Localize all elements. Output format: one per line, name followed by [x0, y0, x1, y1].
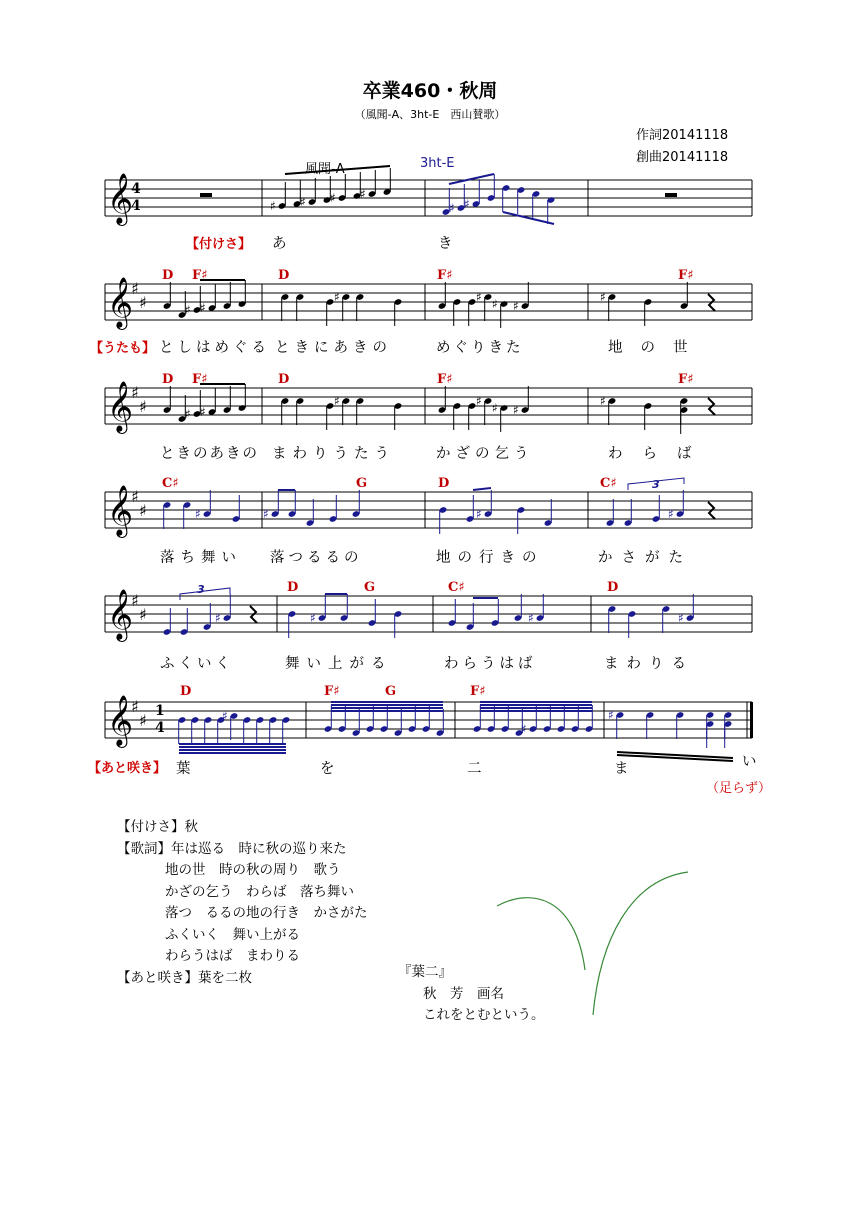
note-beam	[449, 174, 494, 184]
key-signature-sharp: ♯	[139, 397, 147, 416]
chord-symbol: F♯	[437, 268, 453, 283]
sharp-accidental: ♯	[678, 611, 684, 625]
time-signature-top: 4	[131, 181, 141, 197]
chord-symbol: F♯	[470, 684, 486, 699]
sharp-accidental: ♯	[185, 407, 191, 421]
chord-symbol: G	[356, 476, 368, 491]
note-beam	[503, 212, 554, 224]
chord-symbol: D	[607, 580, 619, 595]
time-signature-bottom: 4	[155, 720, 165, 736]
sharp-accidental: ♯	[668, 507, 674, 521]
sharp-accidental: ♯	[263, 507, 269, 521]
lyric-segment: 舞い上がる	[285, 656, 393, 672]
sharp-accidental: ♯	[334, 290, 340, 304]
chord-symbol: F♯	[192, 372, 208, 387]
time-signature-top: 1	[155, 703, 165, 719]
sharp-accidental: ♯	[513, 403, 519, 417]
lyrics-notes	[117, 817, 368, 989]
marker-fubun: 風聞-A	[305, 162, 345, 177]
page-title: 卒業460・秋周	[362, 80, 498, 102]
lyric-syllable: き	[438, 236, 454, 252]
sharp-accidental: ♯	[528, 611, 534, 625]
whole-rest	[200, 193, 212, 197]
lyric-syllable: あ	[272, 236, 288, 252]
treble-clef: 𝄞	[107, 695, 134, 746]
sharp-accidental: ♯	[195, 507, 201, 521]
sharp-accidental: ♯	[476, 290, 482, 304]
treble-clef: 𝄞	[107, 277, 134, 328]
key-signature-sharp: ♯	[139, 501, 147, 520]
chord-symbol: F♯	[324, 684, 340, 699]
section-label-utamo: 【うたも】	[90, 341, 156, 356]
sharp-accidental: ♯	[608, 708, 614, 722]
chord-symbol: D	[438, 476, 450, 491]
key-signature-sharp: ♯	[131, 591, 139, 610]
sharp-accidental: ♯	[464, 197, 470, 211]
treble-clef: 𝄞	[107, 485, 134, 536]
lyric-segment: かさがた	[598, 550, 692, 566]
treble-clef: 𝄞	[107, 589, 134, 640]
chord-symbol: F♯	[678, 268, 694, 283]
chord-symbol: D	[278, 268, 290, 283]
chord-symbol: C♯	[448, 580, 465, 595]
sharp-accidental: ♯	[200, 301, 206, 315]
lyric-segment: としはめぐる	[159, 340, 270, 356]
lyrics-credit: 作詞20141118	[636, 128, 729, 143]
sharp-accidental: ♯	[600, 394, 606, 408]
lyric-syllable: ま	[614, 761, 630, 777]
painting-caption	[398, 962, 545, 1027]
lyric-segment: 落ち舞い	[160, 550, 242, 566]
lyric-segment: まわりる	[604, 656, 694, 672]
chord-symbol: D	[278, 372, 290, 387]
notes-line: 【歌詞】年は巡る 時に秋の巡り来た	[117, 840, 347, 857]
key-signature-sharp: ♯	[139, 711, 147, 730]
sharp-accidental: ♯	[492, 297, 498, 311]
time-signature-bottom: 4	[131, 198, 141, 214]
painting-line: これをとむという。	[423, 1007, 545, 1023]
treble-clef: 𝄞	[107, 381, 134, 432]
lyric-syllable: い	[742, 754, 758, 770]
sharp-accidental: ♯	[200, 405, 206, 419]
lyric-syllable: 葉	[176, 761, 192, 777]
sharp-accidental: ♯	[492, 401, 498, 415]
sharp-accidental: ♯	[334, 394, 340, 408]
lyric-segment: わらうはば	[444, 656, 537, 672]
note-beam	[473, 488, 491, 490]
sharp-accidental: ♯	[270, 199, 276, 213]
lyric-segment: ときにあきの	[275, 340, 392, 356]
sharp-accidental: ♯	[449, 201, 455, 215]
leaf-stroke	[593, 872, 688, 1015]
tuplet-bracket	[180, 588, 230, 600]
sharp-accidental: ♯	[185, 303, 191, 317]
chord-symbol: F♯	[192, 268, 208, 283]
page-subtitle: （風聞-A、3ht-E 西山賛歌）	[354, 108, 506, 121]
treble-clef: 𝄞	[107, 173, 134, 224]
tuplet-number: 3	[197, 583, 205, 596]
lyric-segment: 地の世	[608, 340, 706, 356]
notes-line: 【あと咲き】葉を二枚	[117, 969, 252, 986]
chord-symbol: G	[385, 684, 397, 699]
key-signature-sharp: ♯	[131, 383, 139, 402]
end-note: （足らず）	[706, 781, 772, 796]
lyric-syllable: 二	[467, 761, 483, 777]
key-signature-sharp: ♯	[131, 487, 139, 506]
lyric-segment: 落つるるの	[270, 550, 363, 566]
marker-3ht: 3ht-E	[420, 156, 455, 171]
final-bar	[750, 702, 753, 738]
chord-symbol: G	[364, 580, 376, 595]
sharp-accidental: ♯	[310, 611, 316, 625]
key-signature-sharp: ♯	[131, 697, 139, 716]
tuplet-number: 3	[652, 478, 660, 491]
sharp-accidental: ♯	[476, 394, 482, 408]
section-label-tsukesa: 【付けさ】	[186, 237, 252, 252]
painting-line: 秋 芳 画名	[423, 985, 504, 1002]
lyric-segment: ふくいく	[160, 656, 234, 672]
sharp-accidental: ♯	[360, 187, 366, 201]
chord-symbol: D	[180, 684, 192, 699]
notes-line: かざの乞う わらば 落ち舞い	[165, 883, 354, 900]
chord-symbol: F♯	[678, 372, 694, 387]
lyric-segment: 地の行きの	[436, 550, 544, 566]
sharp-accidental: ♯	[300, 195, 306, 209]
lyric-segment: わらば	[608, 446, 712, 462]
lyric-segment: ときのあきの	[160, 446, 259, 462]
lyric-segment: かざの乞う	[436, 446, 534, 462]
painting-title: 『葉二』	[398, 964, 452, 980]
chord-symbol: D	[287, 580, 299, 595]
chord-symbol: C♯	[162, 476, 179, 491]
sharp-accidental: ♯	[600, 290, 606, 304]
sharp-accidental: ♯	[215, 611, 221, 625]
notes-line: ふくいく 舞い上がる	[165, 926, 300, 943]
lyric-segment: まわりうたう	[272, 446, 395, 462]
chord-symbol: F♯	[437, 372, 453, 387]
sharp-accidental: ♯	[513, 299, 519, 313]
key-signature-sharp: ♯	[139, 605, 147, 624]
lyric-syllable: を	[320, 761, 336, 777]
section-label-atozaki: 【あと咲き】	[88, 761, 167, 776]
sharp-accidental: ♯	[521, 722, 527, 736]
chord-symbol: D	[162, 268, 174, 283]
notes-line: 【付けさ】秋	[117, 819, 198, 835]
sharp-accidental: ♯	[222, 709, 228, 723]
leaf-stroke	[497, 898, 585, 970]
notes-line: 落つ るるの地の行き かさがた	[165, 905, 368, 921]
notes-line: 地の世 時の秋の周り 歌う	[165, 862, 341, 878]
key-signature-sharp: ♯	[131, 279, 139, 298]
notes-line: わらうはば まわりる	[165, 948, 300, 964]
sharp-accidental: ♯	[476, 507, 482, 521]
key-signature-sharp: ♯	[139, 293, 147, 312]
sharp-accidental: ♯	[330, 191, 336, 205]
chord-symbol: C♯	[600, 476, 617, 491]
lyric-segment: めぐりきた	[436, 340, 524, 356]
music-credit: 創曲20141118	[636, 150, 729, 165]
chord-symbol: D	[162, 372, 174, 387]
whole-rest	[665, 193, 677, 197]
